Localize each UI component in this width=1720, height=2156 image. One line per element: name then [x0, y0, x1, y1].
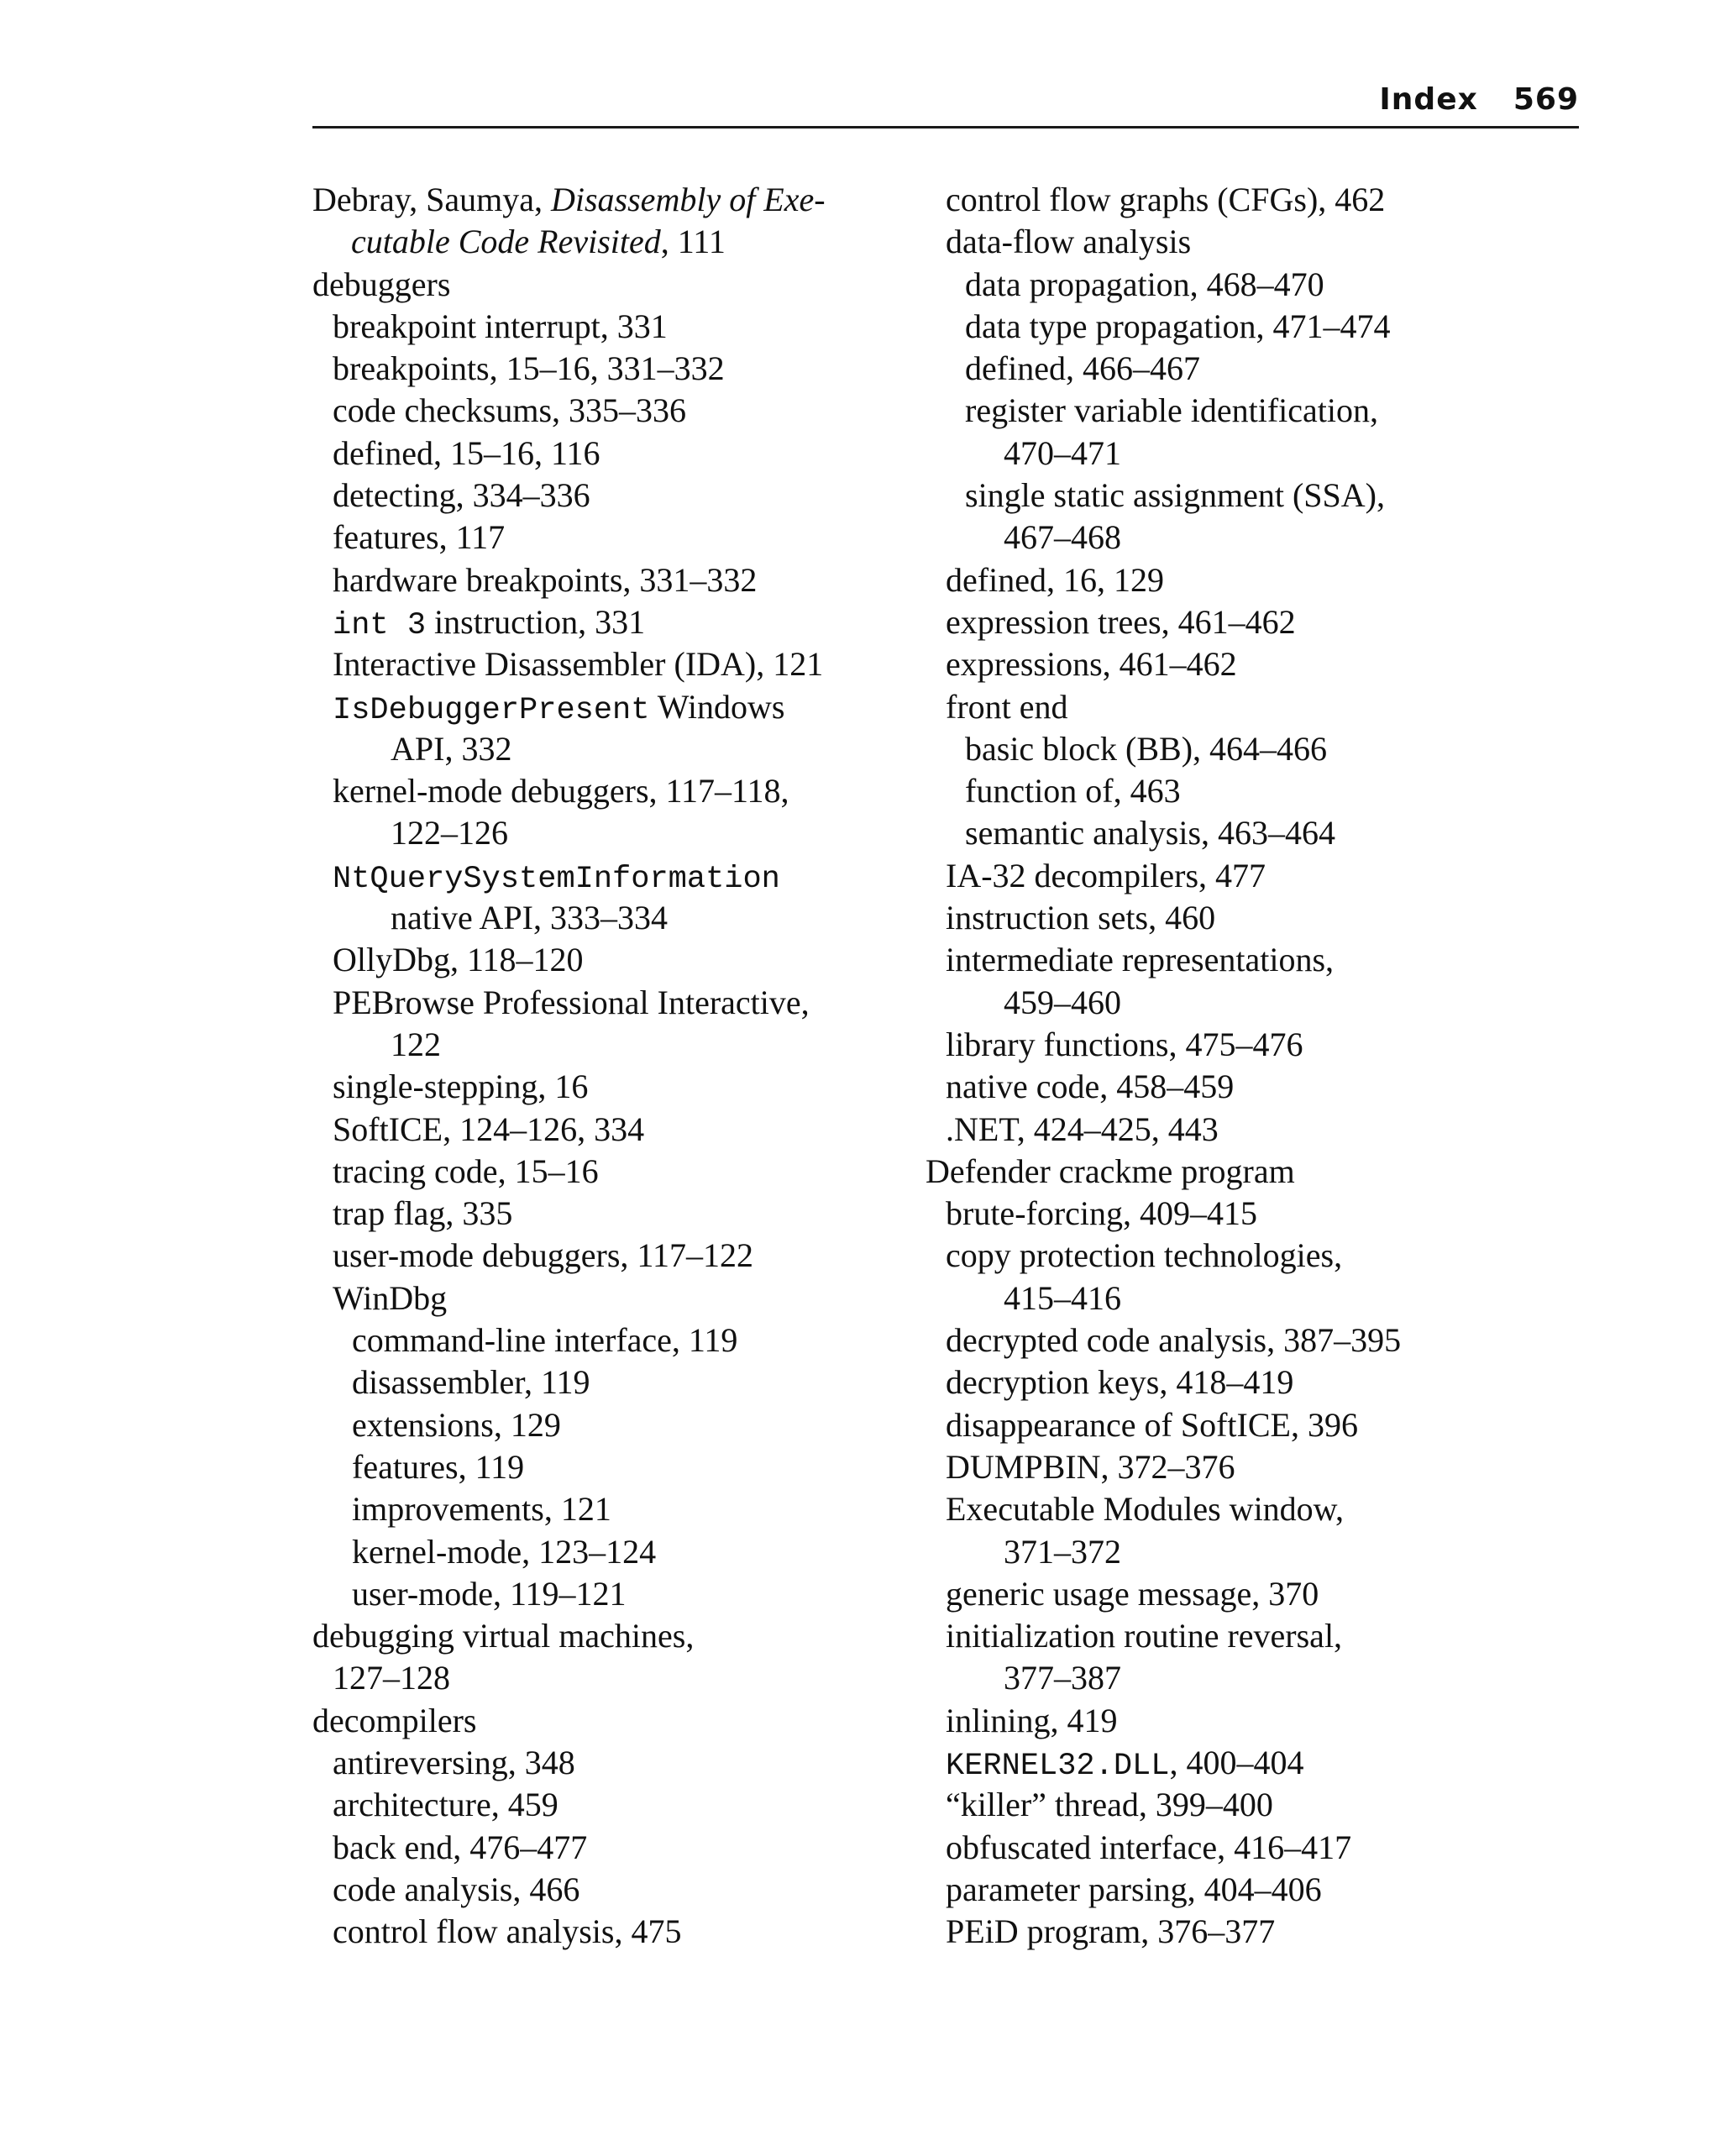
entry-text: control flow analysis, 475	[333, 1912, 682, 1951]
index-entry-line	[926, 179, 1547, 221]
entry-text: defined, 16, 129	[946, 560, 1164, 599]
index-entry-line	[926, 1235, 1547, 1277]
index-entry-line	[926, 1784, 1547, 1826]
entry-text: generic usage message, 370	[946, 1574, 1319, 1613]
entry-text: semantic analysis, 463–464	[965, 814, 1336, 852]
index-entry-line	[312, 348, 900, 390]
index-entry-line	[926, 1404, 1547, 1446]
index-entry-line	[312, 812, 900, 854]
entry-text: improvements, 121	[352, 1490, 611, 1529]
entry-text: code checksums, 335–336	[333, 391, 687, 430]
entry-text: hardware breakpoints, 331–332	[333, 560, 758, 599]
index-entry-line	[312, 643, 900, 685]
entry-text: code analysis, 466	[333, 1870, 580, 1908]
index-entry-line	[926, 939, 1547, 981]
index-entry-line	[312, 1277, 900, 1319]
index-entry-line	[312, 1024, 900, 1066]
index-entry-line	[312, 559, 900, 601]
index-entry-line	[926, 1319, 1547, 1361]
index-entry-line	[926, 1488, 1547, 1530]
entry-text: 459–460	[1004, 983, 1121, 1021]
index-entry-line	[926, 1827, 1547, 1869]
entry-text: back end, 476–477	[333, 1828, 588, 1866]
entry-text: 377–387	[1004, 1659, 1121, 1697]
entry-text: 122–126	[391, 814, 508, 852]
entry-text: data propagation, 468–470	[965, 265, 1324, 303]
index-entry-line	[312, 1151, 900, 1193]
index-entry-line	[312, 770, 900, 812]
index-entry-line	[926, 686, 1547, 728]
entry-text: register variable identification,	[965, 391, 1379, 430]
code-term: IsDebuggerPresent	[333, 692, 650, 728]
entry-text: 122	[391, 1025, 441, 1063]
index-entry-line	[926, 1277, 1547, 1319]
index-entry-line	[926, 855, 1547, 897]
index-entry-line	[926, 1193, 1547, 1235]
entry-text: features, 117	[333, 518, 506, 557]
index-entry-line	[312, 1446, 900, 1488]
entry-text: user-mode, 119–121	[352, 1574, 627, 1613]
entry-text: data type propagation, 471–474	[965, 307, 1391, 345]
code-term: KERNEL32.DLL	[946, 1748, 1170, 1784]
index-entry-line	[312, 221, 900, 263]
index-entry-line	[312, 306, 900, 348]
index-entry-line	[926, 1911, 1547, 1953]
entry-text: single static assignment (SSA),	[965, 476, 1385, 515]
index-entry-line	[312, 1869, 900, 1911]
entry-text: control flow graphs (CFGs), 462	[946, 181, 1386, 218]
entry-text: .NET, 424–425, 443	[946, 1109, 1219, 1148]
entry-text: Windows	[649, 687, 785, 726]
index-entry-line	[926, 1361, 1547, 1403]
index-entry-line	[926, 770, 1547, 812]
running-header	[312, 77, 1579, 129]
index-entry-line	[926, 1657, 1547, 1699]
index-entry-line	[312, 1066, 900, 1108]
index-entry-line	[312, 1784, 900, 1826]
header-text	[1379, 82, 1579, 117]
index-entry-line	[312, 897, 900, 939]
entry-text: breakpoint interrupt, 331	[333, 307, 668, 345]
entry-text: defined, 15–16, 116	[333, 433, 600, 472]
entry-text: features, 119	[352, 1447, 525, 1486]
entry-text: 371–372	[1004, 1532, 1121, 1571]
entry-text: obfuscated interface, 416–417	[946, 1828, 1352, 1866]
entry-text: tracing code, 15–16	[333, 1151, 599, 1190]
entry-text: WinDbg	[333, 1278, 448, 1317]
entry-text: Executable Modules window,	[946, 1490, 1344, 1529]
entry-text: inlining, 419	[946, 1701, 1118, 1739]
index-entry-line	[926, 1151, 1547, 1193]
entry-text: decryption keys, 418–419	[946, 1363, 1294, 1402]
entry-text: extensions, 129	[352, 1405, 561, 1444]
index-entry-line	[926, 812, 1547, 854]
index-entry-line	[926, 1531, 1547, 1573]
index-entry-line	[312, 1657, 900, 1699]
entry-text: OllyDbg, 118–120	[333, 941, 584, 979]
index-entry-line	[926, 1446, 1547, 1488]
entry-text: PEBrowse Professional Interactive,	[333, 983, 810, 1021]
entry-text: decrypted code analysis, 387–395	[946, 1321, 1402, 1360]
code-term: int 3	[333, 607, 427, 643]
entry-text: user-mode debuggers, 117–122	[333, 1236, 753, 1275]
index-entry-line	[926, 1869, 1547, 1911]
index-entry-line	[926, 728, 1547, 770]
entry-text: native code, 458–459	[946, 1068, 1235, 1106]
header-title: Index	[1379, 82, 1478, 117]
index-entry-line	[926, 517, 1547, 559]
entry-text: parameter parsing, 404–406	[946, 1870, 1322, 1908]
entry-text: DUMPBIN, 372–376	[946, 1447, 1235, 1486]
entry-text: instruction, 331	[426, 602, 646, 641]
index-entry-line	[312, 517, 900, 559]
index-entry-line	[312, 1911, 900, 1953]
entry-text: detecting, 334–336	[333, 476, 590, 515]
index-entry-line	[926, 982, 1547, 1024]
index-entry-line	[926, 1066, 1547, 1108]
entry-text: expressions, 461–462	[946, 645, 1237, 684]
entry-text: 127–128	[333, 1659, 450, 1697]
index-entry-line	[312, 1531, 900, 1573]
index-entry-line	[312, 179, 900, 221]
entry-text: function of, 463	[965, 772, 1181, 810]
entry-text: command-line interface, 119	[352, 1321, 738, 1360]
entry-text: , 111	[660, 223, 726, 261]
index-entry-line	[926, 348, 1547, 390]
entry-text: data-flow analysis	[946, 223, 1192, 261]
index-entry-line	[926, 601, 1547, 643]
index-entry-line	[312, 1319, 900, 1361]
index-entry-line	[312, 475, 900, 517]
entry-text: instruction sets, 460	[946, 899, 1216, 937]
entry-text: API, 332	[391, 729, 512, 768]
index-entry-line	[926, 390, 1547, 432]
entry-text: library functions, 475–476	[946, 1025, 1303, 1063]
index-entry-line	[926, 1573, 1547, 1615]
index-column-left	[312, 179, 900, 1953]
index-entry-line	[926, 221, 1547, 263]
entry-text: antireversing, 348	[333, 1743, 575, 1781]
index-column-right	[926, 179, 1547, 1953]
entry-text: disassembler, 119	[352, 1363, 590, 1402]
entry-text: intermediate representations,	[946, 941, 1335, 979]
index-entry-line	[312, 728, 900, 770]
entry-text: kernel-mode, 123–124	[352, 1532, 657, 1571]
index-entry-line	[312, 1109, 900, 1151]
index-entry-line	[312, 1615, 900, 1657]
index-entry-line	[312, 390, 900, 432]
index-entry-line	[312, 601, 900, 643]
index-entry-line	[926, 559, 1547, 601]
entry-text: “killer” thread, 399–400	[946, 1786, 1273, 1824]
entry-text: Defender crackme program	[926, 1151, 1295, 1190]
index-entry-line	[312, 1404, 900, 1446]
italic-title: Disassembly of Exe-	[550, 181, 826, 218]
index-entry-line	[926, 1109, 1547, 1151]
index-entry-line	[926, 897, 1547, 939]
entry-text: , 400–404	[1169, 1743, 1304, 1781]
index-entry-line	[926, 1024, 1547, 1066]
index-entry-line	[312, 1827, 900, 1869]
code-term: NtQuerySystemInformation	[333, 861, 780, 897]
entry-text: defined, 466–467	[965, 349, 1200, 388]
entry-text: native API, 333–334	[391, 899, 668, 937]
entry-text: brute-forcing, 409–415	[946, 1194, 1258, 1233]
index-entry-line	[312, 1235, 900, 1277]
index-entry-line	[926, 1700, 1547, 1742]
entry-text: 415–416	[1004, 1278, 1121, 1317]
entry-text: breakpoints, 15–16, 331–332	[333, 349, 725, 388]
entry-text: trap flag, 335	[333, 1194, 513, 1233]
entry-text: copy protection technologies,	[946, 1236, 1343, 1275]
index-entry-line	[926, 1615, 1547, 1657]
index-entry-line	[312, 1700, 900, 1742]
entry-text: 470–471	[1004, 433, 1121, 472]
index-entry-line	[926, 264, 1547, 306]
index-entry-line	[926, 433, 1547, 475]
index-entry-line	[312, 1488, 900, 1530]
entry-text: Interactive Disassembler (IDA), 121	[333, 645, 824, 684]
index-entry-line	[312, 264, 900, 306]
entry-text: Debray, Saumya,	[312, 181, 551, 218]
entry-text: basic block (BB), 464–466	[965, 729, 1328, 768]
entry-text: kernel-mode debuggers, 117–118,	[333, 772, 789, 810]
index-entry-line	[312, 1361, 900, 1403]
entry-text: SoftICE, 124–126, 334	[333, 1109, 645, 1148]
entry-text: PEiD program, 376–377	[946, 1912, 1276, 1951]
index-entry-line	[312, 686, 900, 728]
index-entry-line	[926, 306, 1547, 348]
entry-text: 467–468	[1004, 518, 1121, 557]
index-entry-line	[926, 475, 1547, 517]
page-number: 569	[1513, 82, 1579, 117]
index-entry-line	[312, 939, 900, 981]
italic-title: cutable Code Revisited	[351, 223, 661, 261]
entry-text: front end	[946, 687, 1068, 726]
entry-text: architecture, 459	[333, 1786, 558, 1824]
index-entry-line	[312, 855, 900, 897]
entry-text: initialization routine reversal,	[946, 1617, 1343, 1655]
index-entry-line	[312, 433, 900, 475]
index-entry-line	[926, 643, 1547, 685]
index-entry-line	[312, 1193, 900, 1235]
entry-text: debugging virtual machines,	[312, 1617, 695, 1655]
entry-text: IA-32 decompilers, 477	[946, 856, 1266, 894]
entry-text: single-stepping, 16	[333, 1068, 589, 1106]
entry-text: decompilers	[312, 1701, 477, 1739]
index-entry-line	[312, 1742, 900, 1784]
entry-text: disappearance of SoftICE, 396	[946, 1405, 1358, 1444]
entry-text: debuggers	[312, 265, 451, 303]
index-entry-line	[926, 1742, 1547, 1784]
entry-text: expression trees, 461–462	[946, 602, 1296, 641]
index-entry-line	[312, 1573, 900, 1615]
index-entry-line	[312, 982, 900, 1024]
